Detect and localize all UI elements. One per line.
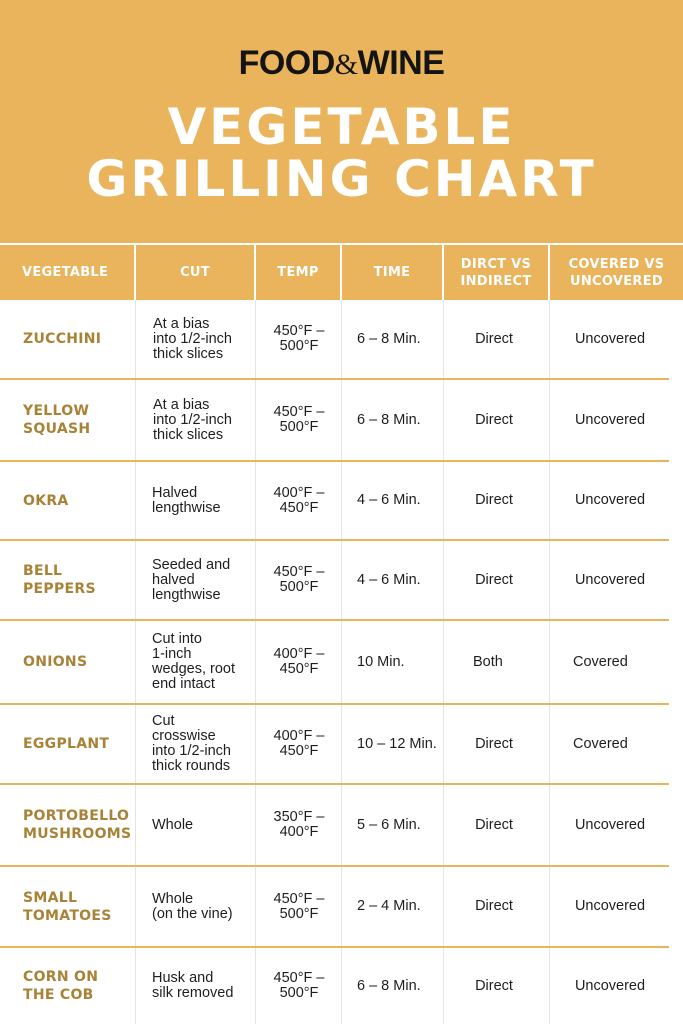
temp-cell: 400°F – 450°F: [273, 484, 325, 516]
title-line-1: VEGETABLE: [167, 98, 516, 156]
cut-cell: Seeded and halved lengthwise: [152, 556, 231, 603]
food-and-wine-logo: [0, 44, 683, 83]
time-cell: 6 – 8 Min.: [357, 411, 421, 428]
covered-cell: Uncovered: [574, 492, 646, 508]
direct-cell: Direct: [475, 898, 513, 914]
cut-cell: Husk and silk removed: [152, 970, 234, 1001]
covered-cell: Uncovered: [574, 816, 646, 833]
cut-cell: Whole (on the vine): [152, 890, 233, 922]
time-cell: 4 – 6 Min.: [357, 492, 421, 508]
header-vegetable: VEGETABLE: [22, 265, 109, 280]
table-header: [0, 243, 683, 300]
temp-cell: 450°F – 500°F: [273, 890, 325, 922]
table-row: [0, 621, 669, 703]
logo-ampersand: &: [334, 48, 358, 81]
covered-cell: Uncovered: [574, 330, 646, 347]
cut-cell: Halved lengthwise: [152, 484, 221, 516]
direct-cell: Direct: [475, 411, 513, 428]
vegetable-name: ONIONS: [23, 654, 88, 670]
covered-cell: Uncovered: [574, 977, 646, 994]
vegetable-name: BELL PEPPERS: [23, 563, 96, 597]
temp-cell: 350°F – 400°F: [273, 809, 325, 840]
logo-wine: WINE: [357, 44, 445, 82]
header-divider: [340, 245, 342, 300]
covered-cell: Uncovered: [574, 571, 646, 588]
table-row: [0, 785, 669, 865]
vegetable-name: ZUCCHINI: [23, 331, 102, 347]
covered-cell: Uncovered: [574, 898, 646, 914]
cut-cell: Cut into 1-inch wedges, root end intact: [152, 631, 236, 692]
cut-cell: At a bias into 1/2-inch thick slices: [153, 315, 232, 362]
time-cell: 6 – 8 Min.: [357, 977, 421, 994]
vegetable-name: OKRA: [23, 492, 69, 509]
temp-cell: 450°F – 500°F: [273, 970, 325, 1001]
time-cell: 10 – 12 Min.: [357, 735, 437, 752]
header-temp: TEMP: [277, 265, 319, 280]
header-divider: [442, 245, 444, 300]
cut-cell: Cut crosswise into 1/2-inch thick rounds: [152, 713, 231, 774]
vegetable-name: EGGPLANT: [23, 736, 110, 752]
title-line-2: GRILLING CHART: [86, 150, 597, 208]
header-banner: [0, 0, 683, 243]
logo-food: FOOD: [238, 44, 335, 82]
direct-cell: Direct: [475, 492, 513, 508]
cut-cell: At a bias into 1/2-inch thick slices: [153, 396, 232, 443]
covered-cell: Covered: [573, 735, 628, 752]
table-row: [0, 541, 669, 619]
cut-cell: Whole: [152, 816, 194, 833]
vegetable-name: CORN ON THE COB: [23, 969, 99, 1003]
time-cell: 10 Min.: [357, 653, 405, 670]
header-covered-vs-uncovered: COVERED VS UNCOVERED: [568, 256, 665, 289]
covered-cell: Covered: [573, 653, 628, 670]
direct-cell: Direct: [475, 977, 513, 994]
header-divider: [134, 245, 136, 300]
table-row: [0, 948, 669, 1024]
covered-cell: Uncovered: [574, 411, 646, 428]
direct-cell: Direct: [475, 816, 513, 833]
vegetable-name: YELLOW SQUASH: [23, 403, 91, 437]
header-divider: [254, 245, 256, 300]
vegetable-name: SMALL TOMATOES: [23, 889, 112, 924]
time-cell: 2 – 4 Min.: [357, 898, 421, 914]
direct-cell: Direct: [475, 330, 513, 347]
table-row: [0, 867, 669, 946]
vegetable-name: PORTOBELLO MUSHROOMS: [23, 808, 132, 842]
direct-cell: Direct: [475, 571, 513, 588]
direct-cell: Direct: [475, 735, 513, 752]
time-cell: 5 – 6 Min.: [357, 816, 421, 833]
direct-cell: Both: [473, 653, 503, 670]
header-cut: CUT: [180, 265, 210, 280]
time-cell: 6 – 8 Min.: [357, 330, 421, 347]
table-row: [0, 300, 669, 378]
temp-cell: 400°F – 450°F: [273, 646, 325, 677]
table-row: [0, 462, 669, 539]
temp-cell: 450°F – 500°F: [273, 564, 325, 595]
table-row: [0, 380, 669, 460]
table-row: [0, 705, 669, 783]
temp-cell: 450°F – 500°F: [273, 323, 325, 354]
temp-cell: 400°F – 450°F: [273, 728, 325, 759]
time-cell: 4 – 6 Min.: [357, 571, 421, 588]
header-direct-vs-indirect: DIRCT VS INDIRECT: [460, 256, 532, 289]
header-divider: [548, 245, 550, 300]
header-time: TIME: [373, 265, 411, 280]
temp-cell: 450°F – 500°F: [273, 404, 325, 435]
